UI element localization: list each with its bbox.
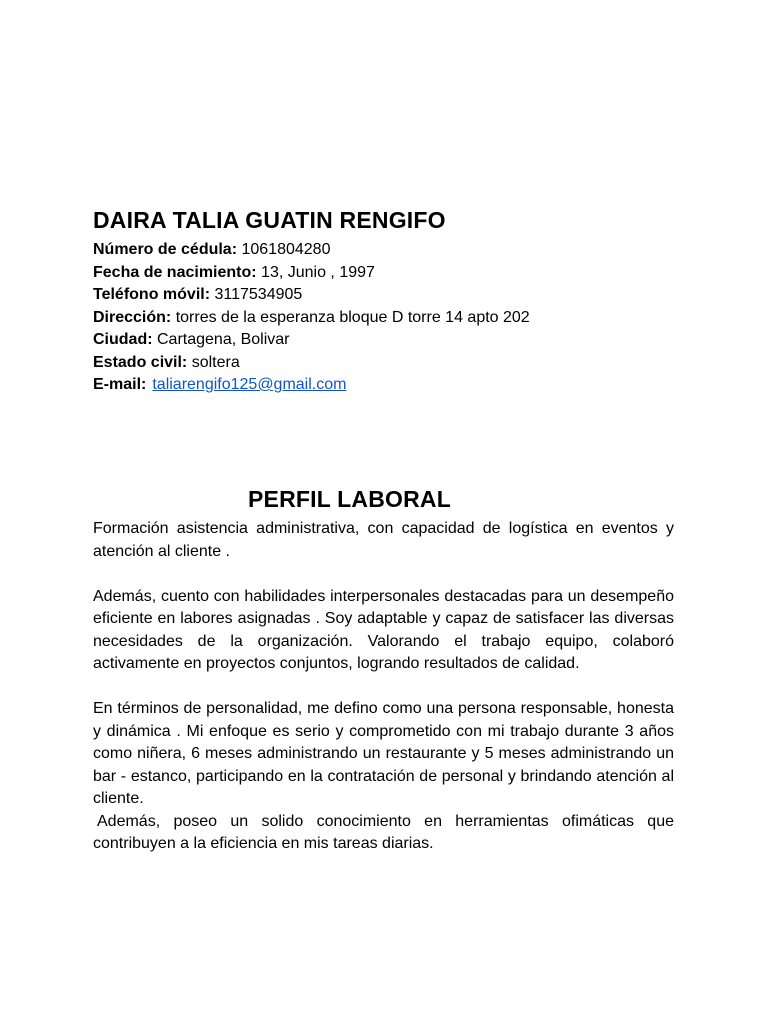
profile-body (93, 518, 674, 856)
info-label: Estado civil: (93, 353, 188, 371)
profile-paragraph: Además, poseo un solido conocimiento en herramientas ofimáticas que contribuyen a la eficiencia en mis tareas diarias. (93, 812, 674, 852)
info-value: Cartagena, Bolivar (152, 331, 290, 348)
info-row-birthdate (93, 262, 530, 285)
info-label: Fecha de nacimiento: (93, 263, 257, 281)
info-row-address (93, 307, 530, 330)
info-label: Teléfono móvil: (93, 286, 211, 303)
profile-paragraph: Además, cuento con habilidades interpersonales destacadas para un desempeño eficiente en labores asignadas . Soy adaptable y capaz de satisfacer las diversas necesidades de la organización. Valorando el trabajo equipo, colaboró activamente en proyectos conjuntos, logrando resultados de calidad. (93, 587, 674, 672)
info-value: soltera (187, 353, 240, 371)
email-link[interactable]: taliarengifo125@gmail.com (152, 376, 347, 393)
info-row-civil-status (93, 352, 530, 375)
info-row-email (93, 374, 530, 397)
personal-info (93, 239, 530, 397)
info-value: 3117534905 (210, 286, 303, 303)
info-value: 1061804280 (237, 241, 331, 258)
info-label: Dirección: (93, 308, 172, 326)
info-value: torres de la esperanza bloque D torre 14 apto 202 (171, 308, 530, 326)
profile-section-title: PERFIL LABORAL (248, 486, 451, 512)
info-row-cedula (93, 239, 530, 262)
candidate-name: DAIRA TALIA GUATIN RENGIFO (93, 207, 446, 233)
profile-paragraph: En términos de personalidad, me defino como una persona responsable, honesta y dinámica . Mi enfoque es serio y comprometido con mi trabajo durante 3 años como niñera, 6 meses administrando un restaurante y 5 meses administrando un bar - estanco, participando en la contratación de personal y brindando atención al cliente. (93, 700, 674, 807)
info-value: 13, Junio , 1997 (256, 263, 375, 281)
info-row-phone (93, 284, 530, 307)
email-label: E-mail: (93, 376, 147, 393)
profile-paragraph: Formación asistencia administrativa, con capacidad de logística en eventos y atención al cliente . (93, 520, 674, 560)
info-label: Ciudad: (93, 331, 153, 348)
info-row-city (93, 329, 530, 352)
info-label: Número de cédula: (93, 241, 238, 258)
